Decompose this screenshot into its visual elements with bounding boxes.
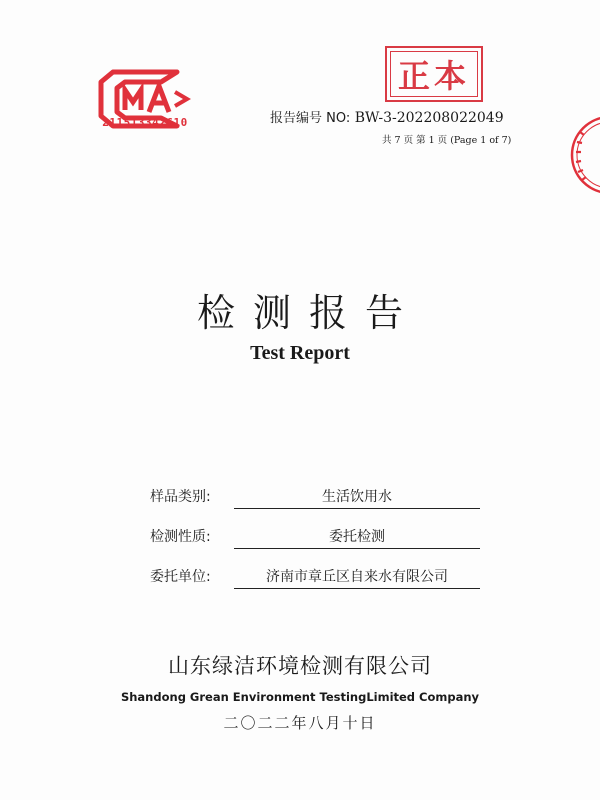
report-number-label: 报告编号 NO: [270,111,351,126]
report-number-value: BW-3-202208022049 [354,110,504,126]
field-value: 委托检测 [234,526,480,549]
field-test-nature [150,526,490,546]
report-title-en: Test Report [250,342,350,364]
company-name-cn: 山东绿洁环境检测有限公司 [168,654,432,678]
report-date: 二〇二二年八月十日 [223,714,377,732]
field-sample-category [150,486,490,506]
field-label: 样品类别: [150,489,211,505]
original-copy-stamp [385,46,483,102]
field-client [150,566,490,586]
field-label: 委托单位: [150,569,211,585]
page-info: 共 7 页 第 1 页 (Page 1 of 7) [382,135,512,146]
company-name-en: Shandong Grean Environment TestingLimited Company [120,690,480,704]
field-value: 济南市章丘区自来水有限公司 [234,566,480,589]
cma-certificate-code: 211513342610 [102,116,188,129]
field-label: 检测性质: [150,529,211,545]
report-title-cn: 检测报告 [196,291,421,335]
stamp-text: 正本 [390,51,478,97]
report-number [270,107,590,126]
field-value: 生活饮用水 [234,486,480,509]
